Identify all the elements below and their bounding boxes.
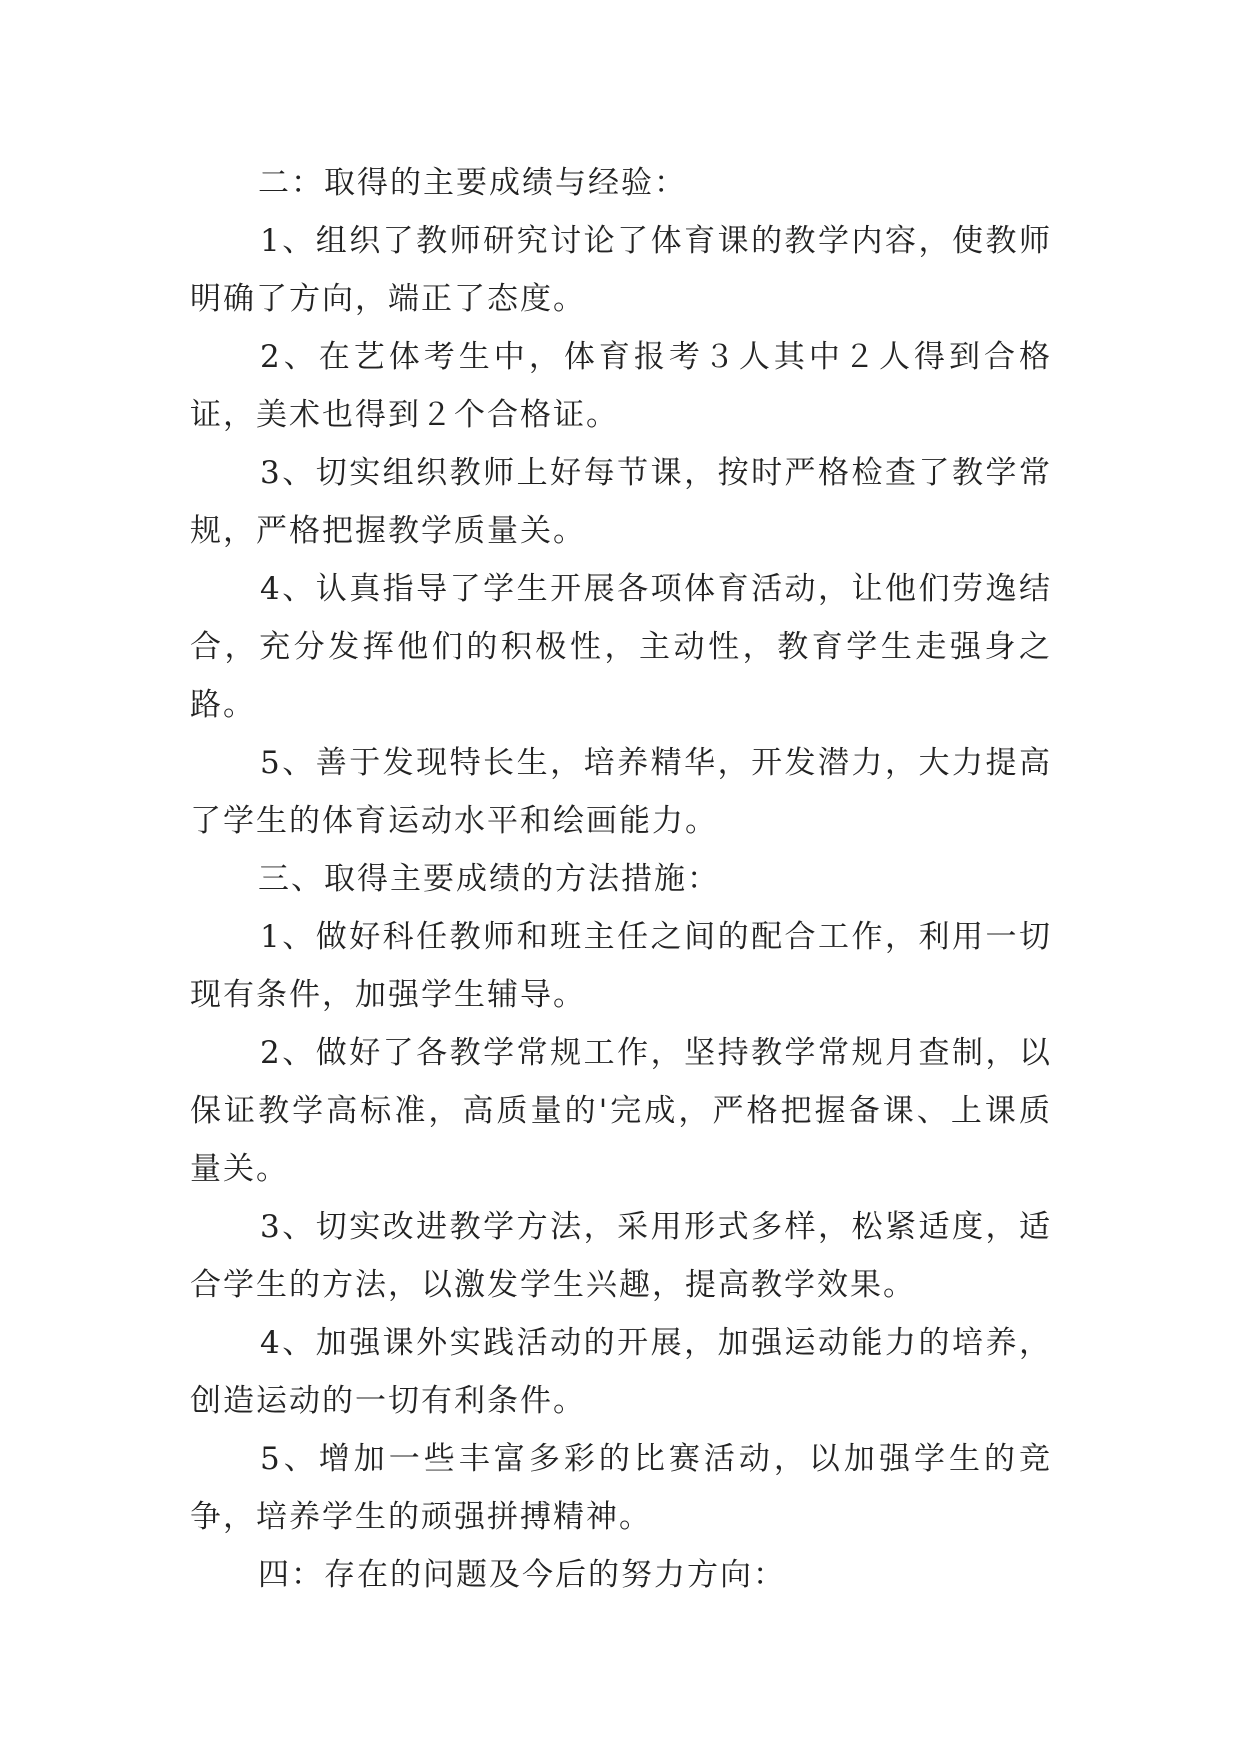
section-heading-achievements: 二：取得的主要成绩与经验：	[258, 165, 687, 201]
document-body	[190, 154, 1052, 1604]
paragraph: 3、切实改进教学方法，采用形式多样，松紧适度，适合学生的方法，以激发学生兴趣，提高教学效果。	[190, 1209, 1052, 1303]
paragraph: 5、增加一些丰富多彩的比赛活动，以加强学生的竞争，培养学生的顽强拼搏精神。	[190, 1441, 1052, 1535]
paragraph: 1、组织了教师研究讨论了体育课的教学内容，使教师明确了方向，端正了态度。	[190, 223, 1052, 317]
paragraph: 2、在艺体考生中，体育报考３人其中２人得到合格证，美术也得到２个合格证。	[190, 339, 1052, 433]
paragraph: 1、做好科任教师和班主任之间的配合工作，利用一切现有条件，加强学生辅导。	[190, 919, 1052, 1013]
paragraph: 3、切实组织教师上好每节课，按时严格检查了教学常规，严格把握教学质量关。	[190, 455, 1052, 549]
section-heading-methods: 三、取得主要成绩的方法措施：	[258, 861, 720, 897]
paragraph: 4、认真指导了学生开展各项体育活动，让他们劳逸结合，充分发挥他们的积极性，主动性，教育学生走强身之路。	[190, 571, 1052, 723]
paragraph: 5、善于发现特长生，培养精华，开发潜力，大力提高了学生的体育运动水平和绘画能力。	[190, 745, 1052, 839]
paragraph: 4、加强课外实践活动的开展，加强运动能力的培养，创造运动的一切有利条件。	[190, 1325, 1052, 1419]
paragraph: 2、做好了各教学常规工作，坚持教学常规月查制，以保证教学高标准，高质量的'完成，严格把握备课、上课质量关。	[190, 1035, 1052, 1187]
section-heading-problems: 四：存在的问题及今后的努力方向：	[258, 1557, 786, 1593]
